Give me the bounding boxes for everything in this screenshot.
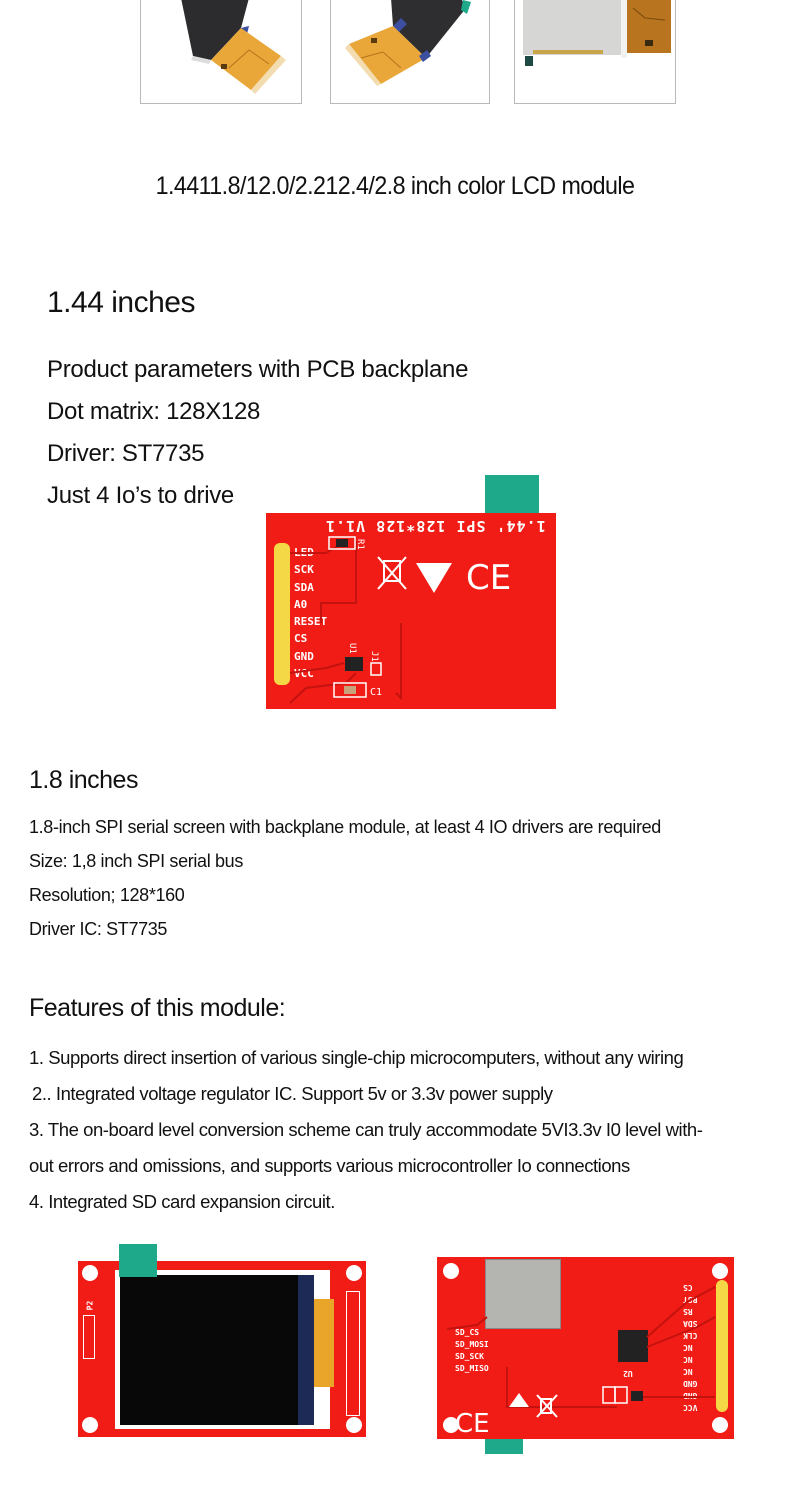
pin-label: VCC: [294, 667, 314, 681]
feature-item: 2.. Integrated voltage regulator IC. Support 5v or 3.3v power supply: [32, 1083, 553, 1104]
svg-text:U1: U1: [347, 643, 357, 654]
pin-header-right: [346, 1291, 360, 1416]
fpc-ribbon: [314, 1299, 334, 1387]
pcb-traces: [266, 513, 556, 709]
pin-label: NC: [683, 1343, 693, 1352]
spec-line: Driver: ST7735: [47, 440, 205, 467]
spec-line: Driver IC: ST7735: [29, 919, 168, 939]
board-18-back-image: [437, 1257, 734, 1455]
protective-film-tab: [119, 1244, 157, 1277]
page-title: 1.4411.8/12.0/2.212.4/2.8 inch color LCD module: [155, 172, 635, 200]
pin-label: RESET: [294, 615, 328, 629]
feature-item: out errors and omissions, and supports various microcontroller Io connections: [29, 1155, 630, 1176]
pin-label: SDA: [683, 1319, 698, 1328]
board-144-image: [266, 475, 556, 710]
pin-label: GND: [683, 1391, 698, 1400]
svg-text:J1: J1: [369, 651, 379, 662]
pin-label: RS: [683, 1307, 693, 1316]
lcd-panel-image: [515, 0, 676, 104]
sd-pin-label: SD_CS: [455, 1328, 480, 1337]
pin-label: GND: [683, 1379, 698, 1388]
pin-label: RST: [683, 1295, 698, 1304]
feature-item: 4. Integrated SD card expansion circuit.: [29, 1191, 335, 1212]
silkscreen-title: 1.44' SPI 128*128 V1.1: [325, 517, 546, 535]
esd-icon: [416, 563, 452, 593]
esd-icon: [509, 1393, 529, 1407]
protective-film-tab: [485, 1439, 523, 1454]
pcb-board: [437, 1257, 734, 1439]
sd-pin-label: SD_MOSI: [455, 1340, 489, 1349]
pin-label: SCK: [294, 563, 314, 577]
product-image-1: [140, 0, 302, 104]
pin-label: VCC: [683, 1403, 698, 1412]
section-18-specs: [29, 810, 661, 946]
label-r1: R1: [355, 539, 365, 550]
pin-label: A0: [294, 597, 308, 611]
lcd-panel-image: [331, 0, 490, 104]
spec-line: Just 4 Io’s to drive: [47, 482, 234, 509]
pin-label: NC: [683, 1355, 693, 1364]
spec-line: Dot matrix: 128X128: [47, 398, 261, 425]
lcd-edge: [298, 1275, 314, 1425]
pcb-marks: [437, 1257, 734, 1439]
spec-line: 1.8-inch SPI serial screen with backplane module, at least 4 IO drivers are required: [29, 817, 661, 837]
feature-item: 3. The on-board level conversion scheme can truly accommodate 5VI3.3v I0 level with-: [29, 1119, 703, 1140]
section-heading-18: 1.8 inches: [29, 766, 138, 794]
pin-label: LED: [294, 546, 314, 559]
lcd-panel-image: [141, 0, 302, 104]
header-label: P2: [85, 1300, 95, 1311]
ce-mark: CE: [455, 1409, 490, 1439]
sd-pin-label: SD_MISO: [455, 1364, 489, 1373]
pin-label: CLK: [683, 1331, 698, 1340]
spec-line: Product parameters with PCB backplane: [47, 356, 469, 383]
features-heading: Features of this module:: [29, 994, 286, 1022]
protective-film-tab: [485, 475, 539, 513]
pin-label: SDA: [294, 580, 314, 594]
spec-line: Resolution; 128*160: [29, 885, 185, 905]
pcb-board: [266, 513, 556, 709]
pin-label: CS: [294, 632, 308, 646]
section-heading-144: 1.44 inches: [47, 286, 195, 319]
features-list: [29, 1040, 702, 1220]
feature-item: 1. Supports direct insertion of various single-chip microcomputers, without any wiring: [29, 1047, 684, 1068]
svg-text:C1: C1: [370, 687, 383, 698]
weee-icon: [378, 557, 406, 589]
pin-label: NC: [683, 1367, 693, 1376]
pin-header-p2: [83, 1315, 95, 1359]
pin-label: CS: [683, 1283, 693, 1292]
board-18-front-image: [78, 1244, 366, 1442]
ce-mark: CE: [466, 558, 512, 598]
product-image-2: [330, 0, 490, 104]
pin-label: GND: [294, 649, 314, 663]
component-label: U2: [623, 1369, 633, 1378]
pcb-board: [78, 1261, 366, 1437]
sd-pin-label: SD_SCK: [455, 1352, 484, 1361]
lcd-screen: [120, 1275, 298, 1425]
spec-line: Size: 1,8 inch SPI serial bus: [29, 851, 243, 871]
product-image-3: [514, 0, 676, 104]
